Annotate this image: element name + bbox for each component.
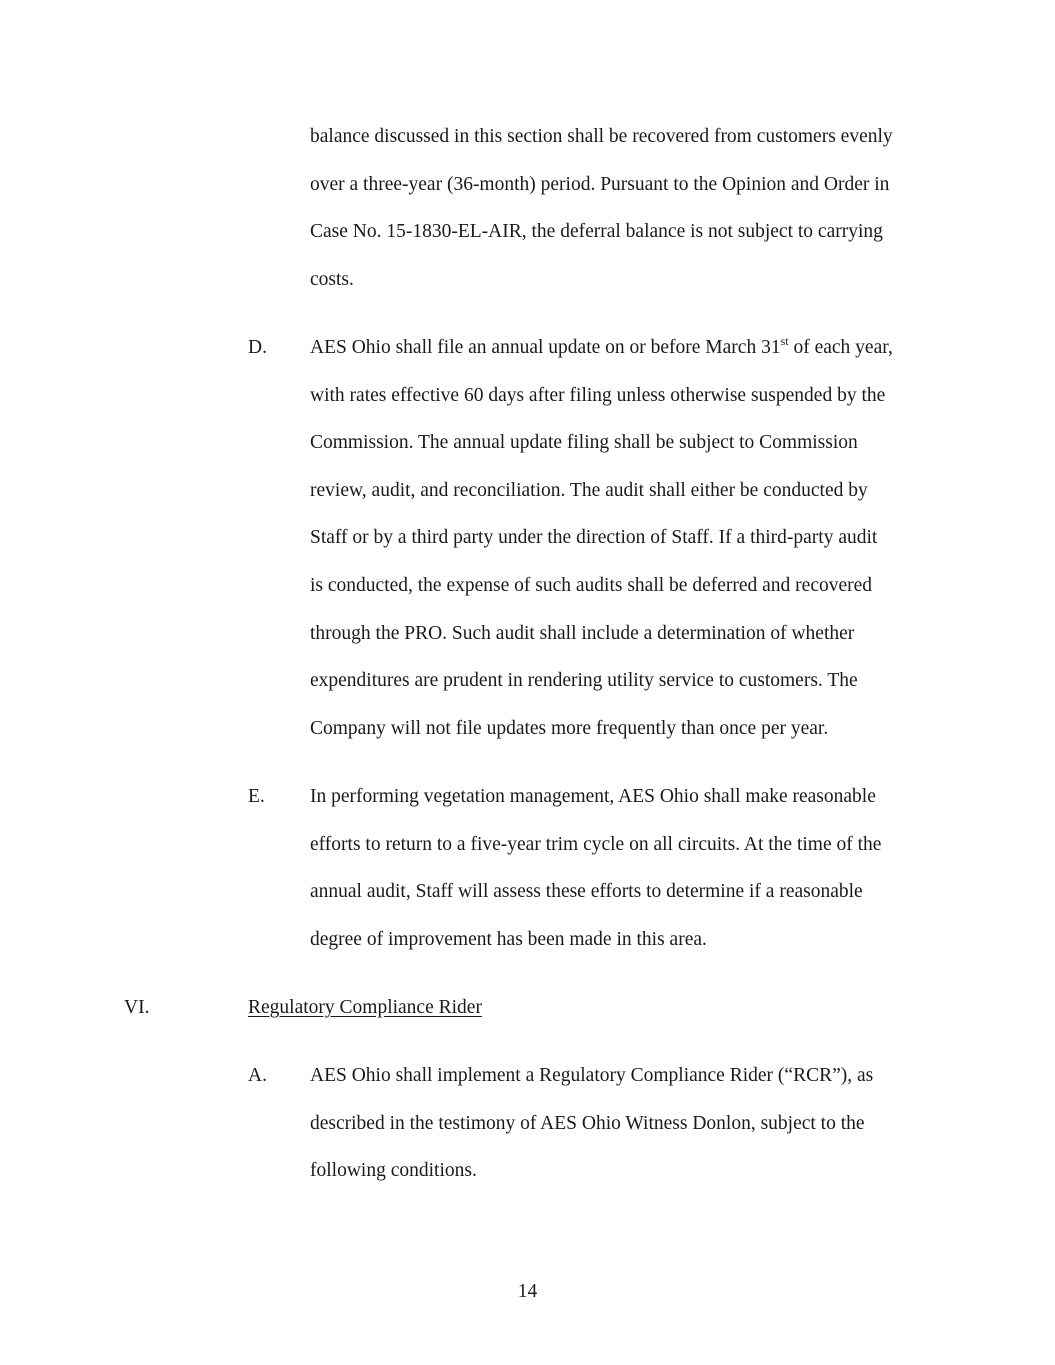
- text-segment: AES Ohio shall file an annual update on or before March 31: [310, 337, 781, 358]
- text-line: described in the testimony of AES Ohio Witness Donlon, subject to the: [310, 1113, 865, 1134]
- section-number: VI.: [124, 997, 150, 1018]
- text-line: annual audit, Staff will assess these efforts to determine if a reasonable: [310, 881, 863, 902]
- text-line: [310, 336, 893, 360]
- text-line: balance discussed in this section shall be recovered from customers evenly: [310, 126, 893, 147]
- text-segment: of each year,: [788, 337, 893, 358]
- item-marker: E.: [248, 786, 265, 807]
- item-marker: D.: [248, 337, 267, 358]
- text-line: Case No. 15-1830-EL-AIR, the deferral balance is not subject to carrying: [310, 221, 883, 242]
- text-line: with rates effective 60 days after filing unless otherwise suspended by the: [310, 385, 886, 406]
- text-line: Staff or by a third party under the direction of Staff. If a third-party audit: [310, 527, 878, 548]
- text-line: Commission. The annual update filing shall be subject to Commission: [310, 432, 858, 453]
- text-line: is conducted, the expense of such audits shall be deferred and recovered: [310, 575, 873, 596]
- text-line: In performing vegetation management, AES Ohio shall make reasonable: [310, 786, 876, 807]
- text-line: AES Ohio shall implement a Regulatory Compliance Rider (“RCR”), as: [310, 1065, 874, 1086]
- text-line: expenditures are prudent in rendering utility service to customers. The: [310, 670, 858, 691]
- text-line: through the PRO. Such audit shall include a determination of whether: [310, 623, 855, 644]
- text-line: Company will not file updates more frequently than once per year.: [310, 718, 829, 739]
- text-line: following conditions.: [310, 1160, 477, 1181]
- text-line: review, audit, and reconciliation. The audit shall either be conducted by: [310, 480, 868, 501]
- text-line: costs.: [310, 269, 354, 290]
- item-marker: A.: [248, 1065, 267, 1086]
- ordinal-suffix: st: [780, 334, 789, 348]
- page-number: 14: [517, 1281, 538, 1302]
- text-line: efforts to return to a five-year trim cycle on all circuits. At the time of the: [310, 834, 882, 855]
- text-line: degree of improvement has been made in this area.: [310, 929, 707, 950]
- section-title: Regulatory Compliance Rider: [248, 997, 482, 1018]
- text-line: over a three-year (36-month) period. Pursuant to the Opinion and Order in: [310, 174, 890, 195]
